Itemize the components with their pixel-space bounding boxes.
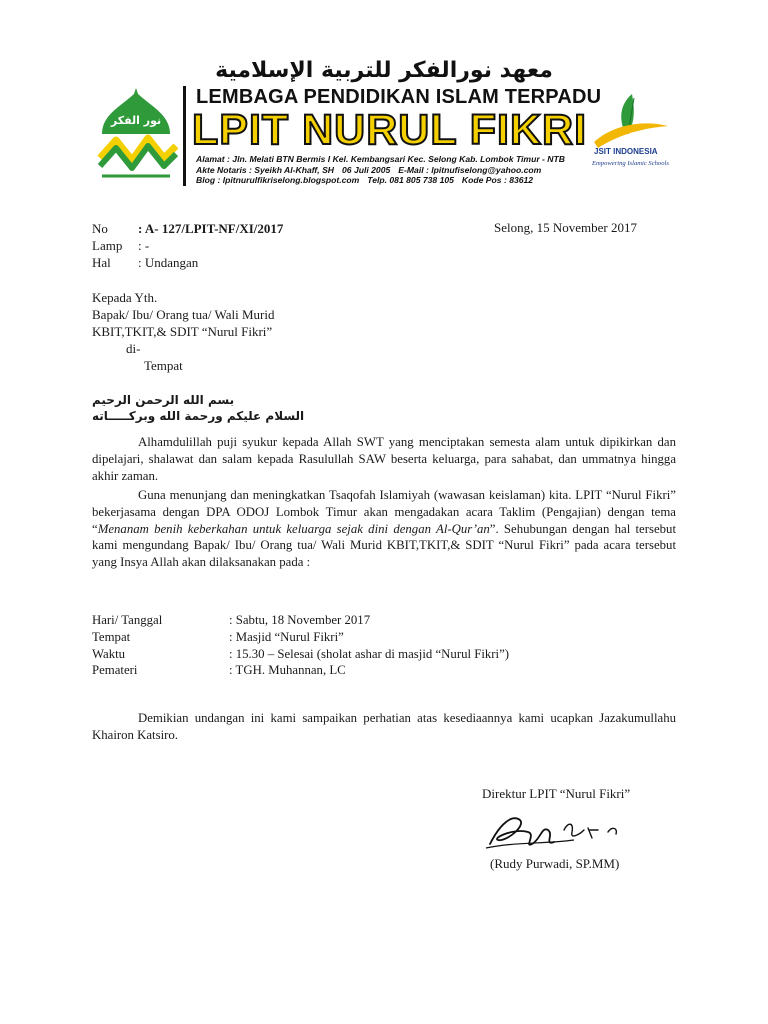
jsit-indonesia-logo <box>588 90 674 176</box>
institution-contact-block <box>196 154 586 186</box>
blog-line <box>196 175 586 186</box>
email-text: E-Mail : lpitnufiselong@yahoo.com <box>398 164 542 175</box>
event-place-row <box>92 629 509 646</box>
meta-lamp-row <box>92 237 283 254</box>
signatory-name: (Rudy Purwadi, SP.MM) <box>490 856 620 871</box>
blog-text: Blog : lpitnurulfikriselong.blogspot.com <box>196 175 360 185</box>
meta-lamp-value: : - <box>138 238 150 253</box>
jsit-logo-tagline: Empowering Islamic Schools <box>592 160 669 167</box>
institution-name: LPIT NURUL FIKRI <box>192 106 588 154</box>
invitation-paragraph <box>92 487 676 571</box>
lpit-nurul-fikri-logo <box>92 88 180 182</box>
svg-text:نور الفكر: نور الفكر <box>110 114 162 127</box>
event-time-row <box>92 646 509 663</box>
letter-meta <box>92 220 283 271</box>
closing-paragraph <box>92 710 676 744</box>
event-date-label: Hari/ Tanggal <box>92 613 163 627</box>
institution-subtitle: LEMBAGA PENDIDIKAN ISLAM TERPADU <box>196 86 602 108</box>
invitation-text-a: Guna menunjang dan meningkatkan Tsaqofah Islamiyah (wawasan keislaman) kita. LPIT “Nurul Fikri” bekerjasama dengan DPA ODOJ Lombok Timur akan mengadakan acara Taklim (Pengajian) dengan tema “ <box>92 488 676 536</box>
handwritten-signature <box>484 804 644 856</box>
notary-date: 06 Juli 2005 <box>342 164 391 175</box>
event-place-value: : Masjid “Nurul Fikri” <box>229 629 344 644</box>
postcode-text: Kode Pos : 83612 <box>461 175 534 185</box>
event-place-label: Tempat <box>92 629 131 644</box>
event-time-label: Waktu <box>92 646 126 661</box>
addressee-line-4: di- <box>126 341 141 356</box>
letter-date: Selong, 15 November 2017 <box>494 220 637 235</box>
meta-hal-value: : Undangan <box>138 255 199 270</box>
event-speaker-label: Pemateri <box>92 663 138 678</box>
event-time-value: : 15.30 – Selesai (sholat ashar di masjid “Nurul Fikri”) <box>229 646 510 661</box>
address-line: Alamat : Jln. Melati BTN Bermis I Kel. Kembangsari Kec. Selong Kab. Lombok Timur - NTB <box>196 154 565 164</box>
arabic-salam: السلام عليكم ورحمة الله وبركـــــاته <box>92 409 305 423</box>
meta-hal-row <box>92 254 283 271</box>
event-date-value: : Sabtu, 18 November 2017 <box>229 613 371 627</box>
meta-no-value: : A- 127/LPIT-NF/XI/2017 <box>138 221 284 236</box>
event-date-row <box>92 612 509 629</box>
meta-no-row <box>92 220 283 237</box>
addressee-line-1: Kepada Yth. <box>92 290 158 305</box>
event-speaker-row <box>92 662 509 679</box>
addressee-block <box>92 289 274 374</box>
arabic-institution-name: معهد نورالفكر للتربية الإسلامية <box>215 58 553 83</box>
phone-text: Telp. 081 805 738 105 <box>367 175 454 185</box>
closing-paragraph-text: Demikian undangan ini kami sampaikan perhatian atas kesediaannya kami ucapkan Jazakumullahu Khairon Katsiro. <box>92 711 676 742</box>
header-divider <box>183 86 186 186</box>
addressee-line-2: Bapak/ Ibu/ Orang tua/ Wali Murid <box>92 307 275 322</box>
jsit-logo-title: JSIT INDONESIA <box>594 147 658 156</box>
invitation-text-b: ”. Sehubungan dengan hal tersebut kami mengundang Bapak/ Ibu/ Orang tua/ Wali Murid KBIT,TKIT,& SDIT “Nurul Fikri” pada acara tersebut yang Insya Allah akan dilaksanakan pada : <box>92 521 677 570</box>
arabic-basmala: بسم الله الرحمن الرحيم <box>92 393 235 407</box>
meta-lamp-label: Lamp <box>92 238 123 253</box>
meta-no-label: No <box>92 221 108 236</box>
invitation-theme: Menanam benih keberkahan untuk keluarga sejak dini dengan Al-Qur’an <box>97 521 490 536</box>
event-details <box>92 612 509 679</box>
notary-line <box>196 165 586 176</box>
notary-text: Akte Notaris : Syeikh Al-Khaff, SH <box>196 164 335 175</box>
addressee-line-5: Tempat <box>144 358 183 373</box>
opening-paragraph-text: Alhamdulillah puji syukur kepada Allah SWT yang menciptakan semesta alam untuk dipikirkan dan dipelajari, shalawat dan salam kepada Rasulullah SAW beserta keluarga, para sahabat, dan ummatnya hingga akhir zaman. <box>92 435 676 483</box>
event-speaker-value: : TGH. Muhannan, LC <box>229 663 346 678</box>
meta-hal-label: Hal <box>92 255 111 270</box>
signatory-title: Direktur LPIT “Nurul Fikri” <box>482 786 631 801</box>
addressee-line-3: KBIT,TKIT,& SDIT “Nurul Fikri” <box>92 324 273 339</box>
opening-paragraph <box>92 434 676 484</box>
